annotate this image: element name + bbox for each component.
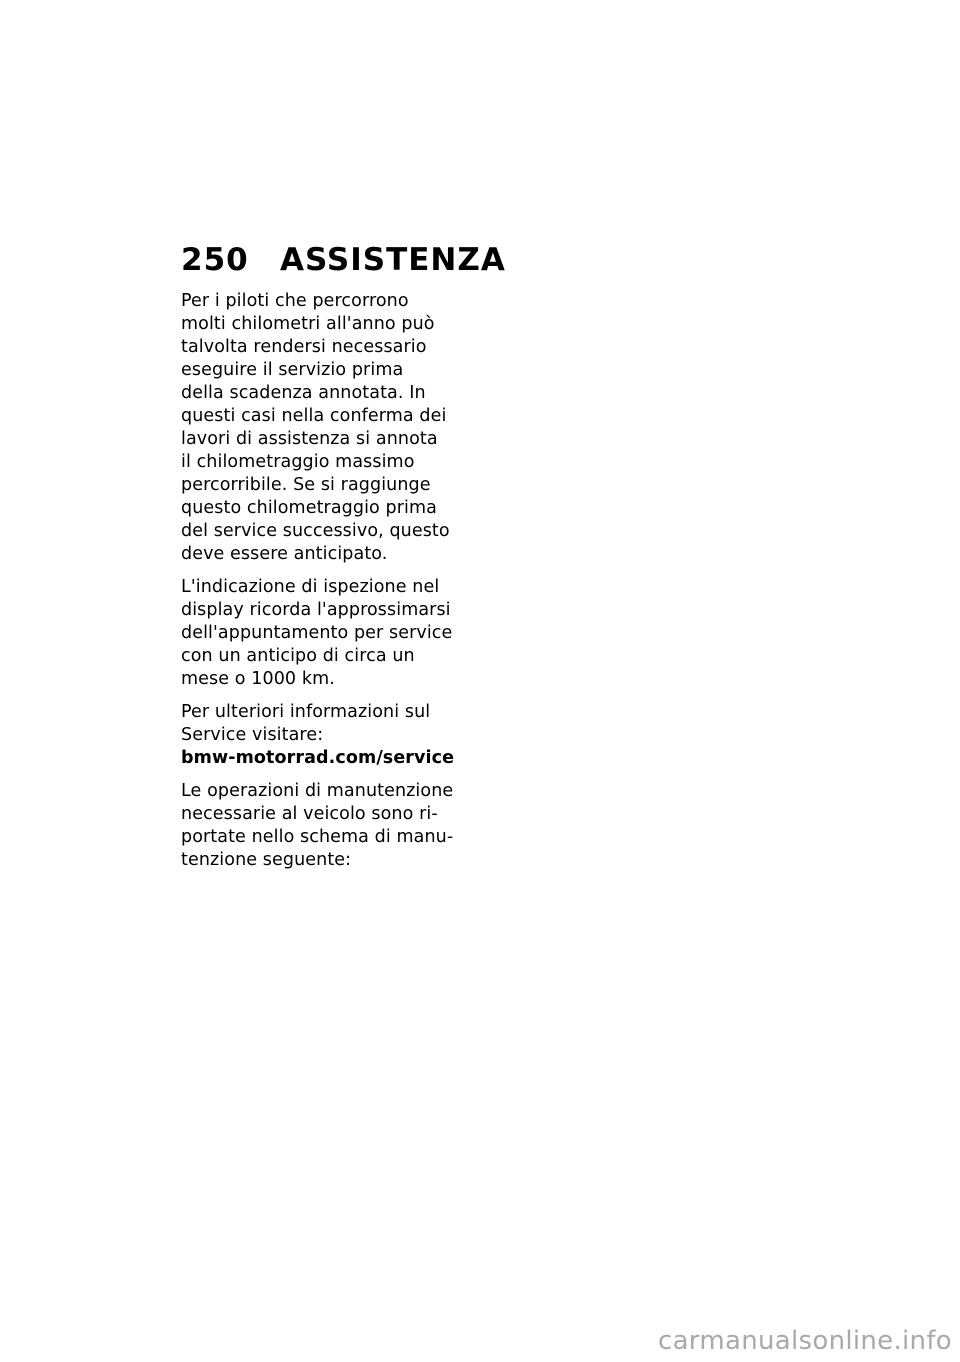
text-line: necessarie al veicolo sono ri- <box>181 804 438 824</box>
text-line: percorribile. Se si raggiunge <box>181 475 431 495</box>
paragraph-more-info <box>181 701 461 770</box>
text-line: molti chilometri all'anno può <box>181 314 435 334</box>
text-line: dell'appuntamento per service <box>181 623 453 643</box>
text-line: Service visitare: <box>181 725 324 745</box>
text-line: L'indicazione di ispezione nel <box>181 577 440 597</box>
text-line: deve essere anticipato. <box>181 544 388 564</box>
text-line: con un anticipo di circa un <box>181 646 415 666</box>
text-line: mese o 1000 km. <box>181 669 335 689</box>
text-line: display ricorda l'approssimarsi <box>181 600 451 620</box>
page-number: 250 <box>181 242 249 278</box>
text-line: eseguire il servizio prima <box>181 360 404 380</box>
text-line: del service successivo, questo <box>181 521 450 541</box>
text-line: talvolta rendersi necessario <box>181 337 427 357</box>
service-link[interactable]: bmw-motorrad.com/service <box>181 748 455 768</box>
page-title: ASSISTENZA <box>280 242 506 278</box>
page-header <box>181 240 506 280</box>
watermark: carmanualsonline.info <box>657 1326 952 1356</box>
text-line: questi casi nella conferma dei <box>181 406 447 426</box>
text-line: della scadenza annotata. In <box>181 383 426 403</box>
paragraph-inspection-indicator <box>181 576 461 691</box>
paragraph-maintenance-operations <box>181 780 461 872</box>
text-line: portate nello schema di manu- <box>181 827 454 847</box>
paragraph-high-mileage <box>181 290 461 566</box>
text-line: Per i piloti che percorrono <box>181 291 409 311</box>
text-line: lavori di assistenza si annota <box>181 429 438 449</box>
body-text <box>181 290 461 882</box>
text-line: Per ulteriori informazioni sul <box>181 702 431 722</box>
text-line: questo chilometraggio prima <box>181 498 437 518</box>
text-line: il chilometraggio massimo <box>181 452 415 472</box>
text-line: tenzione seguente: <box>181 850 352 870</box>
text-line: Le operazioni di manutenzione <box>181 781 454 801</box>
